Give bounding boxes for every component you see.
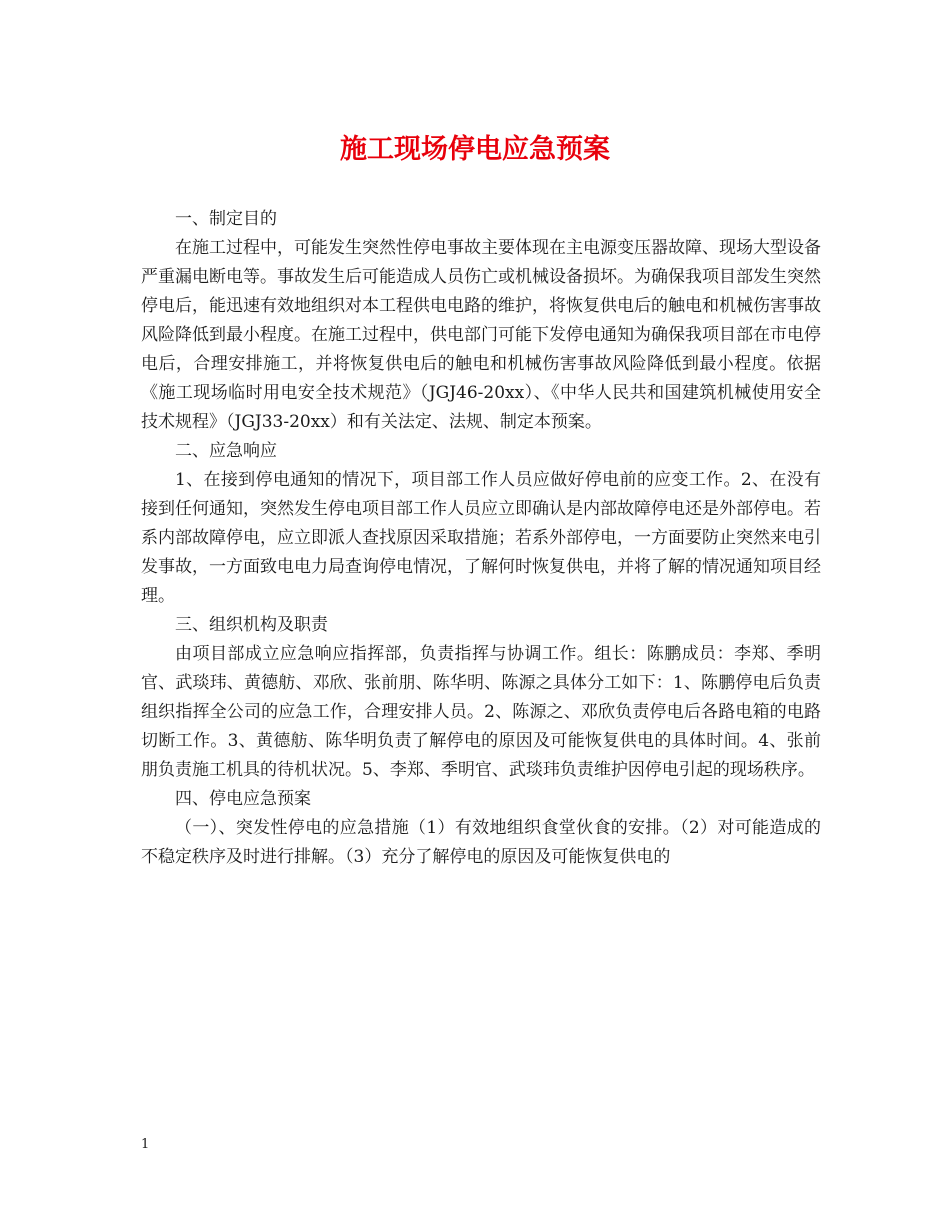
section-heading-response: 二、应急响应 (175, 441, 277, 461)
paragraph-response: 1、在接到停电通知的情况下，项目部工作人员应做好停电前的应变工作。2、在没有接到任何通知，突然发生停电项目部工作人员应立即确认是内部故障停电还是外部停电。若系内部故障停电，应立即派人查找原因采取措施；若系外部停电，一方面要防止突然来电引发事故，一方面致电电力局查询停电情况，了解何时恢复供电，并将了解的情况通知项目经理。 (141, 470, 821, 606)
paragraph-organization: 由项目部成立应急响应指挥部，负责指挥与协调工作。组长：陈鹏成员：李郑、季明官、武琰玮、黄德舫、邓欣、张前朋、陈华明、陈源之具体分工如下：1、陈鹏停电后负责组织指挥全公司的应急工作，合理安排人员。2、陈源之、邓欣负责停电后各路电箱的电路切断工作。3、黄德舫、陈华明负责了解停电的原因及可能恢复供电的具体时间。4、张前朋负责施工机具的待机状况。5、李郑、季明官、武琰玮负责维护因停电引起的现场秩序。 (141, 644, 821, 780)
paragraph-plan: （一）、突发性停电的应急措施（1）有效地组织食堂伙食的安排。（2）对可能造成的不稳定秩序及时进行排解。（3）充分了解停电的原因及可能恢复供电的 (141, 818, 821, 867)
section-heading-organization: 三、组织机构及职责 (175, 615, 328, 635)
document-body (141, 205, 821, 872)
section-heading-purpose: 一、制定目的 (175, 209, 277, 229)
section-heading-plan: 四、停电应急预案 (175, 789, 311, 809)
paragraph-purpose: 在施工过程中，可能发生突然性停电事故主要体现在主电源变压器故障、现场大型设备严重漏电断电等。事故发生后可能造成人员伤亡或机械设备损坏。为确保我项目部发生突然停电后，能迅速有效地组织对本工程供电电路的维护，将恢复供电后的触电和机械伤害事故风险降低到最小程度。在施工过程中，供电部门可能下发停电通知为确保我项目部在市电停电后，合理安排施工，并将恢复供电后的触电和机械伤害事故风险降低到最小程度。依据《施工现场临时用电安全技术规范》（JGJ46-20xx）、《中华人民共和国建筑机械使用安全技术规程》（JGJ33-20xx）和有关法定、法规、制定本预案。 (141, 238, 821, 432)
page-number: 1 (141, 1137, 150, 1152)
document-title: 施工现场停电应急预案 (340, 134, 610, 165)
